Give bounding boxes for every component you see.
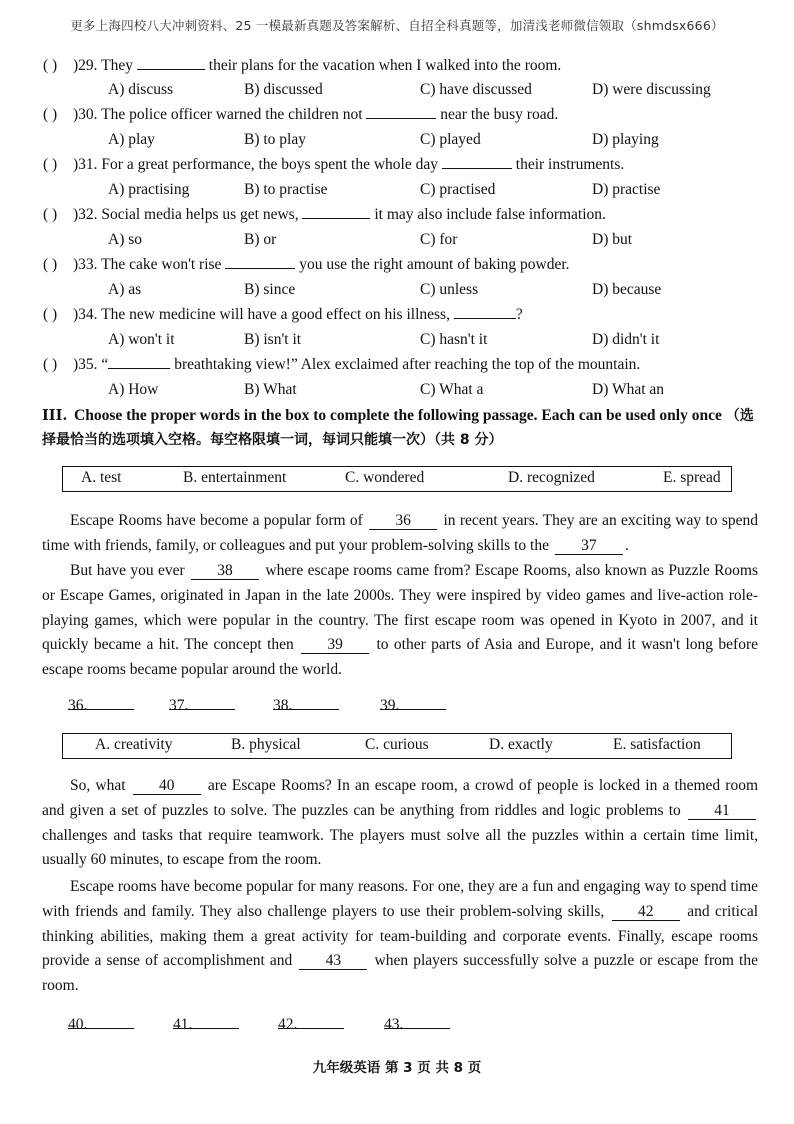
option-a[interactable]: A) won't it [108, 331, 175, 348]
question-number: )31. [73, 156, 102, 173]
answer-bracket[interactable]: ( ) [43, 356, 58, 373]
gap-43[interactable]: 43 [299, 952, 367, 970]
gap-40[interactable]: 40 [133, 777, 201, 795]
question-stem-post: breathtaking view!” Alex exclaimed after reaching the top of the mountain. [174, 356, 641, 373]
word-box-2 [62, 733, 732, 759]
option-a[interactable]: A) discuss [108, 81, 174, 98]
answer-bracket[interactable]: ( ) [43, 106, 58, 123]
word-option: D. recognized [508, 469, 595, 486]
word-option: E. spread [663, 469, 721, 486]
answer-bracket[interactable]: ( ) [43, 206, 58, 223]
question-blank[interactable] [137, 57, 205, 70]
option-a[interactable]: A) as [108, 281, 142, 298]
question-number: )30. [73, 106, 102, 123]
question-stem-pre: For a great performance, the boys spent the whole day [101, 156, 439, 173]
option-b[interactable]: B) to play [244, 131, 306, 148]
question-blank[interactable] [454, 306, 516, 319]
word-option: C. curious [365, 736, 429, 753]
answer-bracket[interactable]: ( ) [43, 306, 58, 323]
question-blank[interactable] [225, 256, 295, 269]
answer-bracket[interactable]: ( ) [43, 156, 58, 173]
option-d[interactable]: D) but [592, 231, 633, 248]
option-b[interactable]: B) to practise [244, 181, 328, 198]
question-stem-pre: They [101, 57, 134, 74]
word-option: C. wondered [345, 469, 425, 486]
word-option: B. entertainment [183, 469, 287, 486]
option-b[interactable]: B) isn't it [244, 331, 302, 348]
question-stem-pre: The new medicine will have a good effect on his illness, [101, 306, 450, 323]
question-number: )34. [73, 306, 102, 323]
gap-41[interactable]: 41 [688, 802, 756, 820]
passage2-paragraph2: Escape rooms have become popular for many reasons. For one, they are a fun and engaging way to spend time with friends and family. They also challenge players to use their problem-solving skills, 42 and critical thinking abilities, making them a great activity for team-building and corporate events. Finally, escape rooms provide a sense of accomplishment and 43 when players successfully solve a puzzle or escape from the room. [42, 878, 759, 995]
option-d[interactable]: D) were discussing [592, 81, 711, 98]
option-a[interactable]: A) practising [108, 181, 190, 198]
option-d[interactable]: D) didn't it [592, 331, 660, 348]
gap-37[interactable]: 37 [555, 537, 623, 555]
question-stem-pre: Social media helps us get news, [101, 206, 299, 223]
word-option: D. exactly [489, 736, 553, 753]
option-d[interactable]: D) because [592, 281, 662, 298]
option-d[interactable]: D) playing [592, 131, 659, 148]
instruction-en: Choose the proper words in the box to complete the following passage. Each can be used only once [74, 407, 722, 424]
question-stem-post: it may also include false information. [374, 206, 606, 223]
word-option: B. physical [231, 736, 301, 753]
question-number: )33. [73, 256, 102, 273]
section-number: III. [42, 407, 68, 424]
instruction-zh: （选择最恰当的选项填入空格。每空格限填一词，每词只能填一次）（共 8 分） [42, 408, 754, 448]
question-stem-post: near the busy road. [440, 106, 559, 123]
question-number: )32. [73, 206, 102, 223]
option-a[interactable]: A) How [108, 381, 159, 398]
question-blank[interactable] [442, 156, 512, 169]
question-stem-post: their plans for the vacation when I walked into the room. [208, 57, 562, 74]
question-number: )29. [73, 57, 102, 74]
option-d[interactable]: D) practise [592, 181, 661, 198]
question-stem-pre: “ [101, 356, 109, 373]
option-b[interactable]: B) since [244, 281, 296, 298]
question-blank[interactable] [302, 206, 370, 219]
promo-header: 更多上海四校八大冲刺资料、25 一模最新真题及答案解析、自招全科真题等，加清浅老师微信领取（shmdsx666） [70, 18, 724, 33]
word-box-1 [62, 466, 732, 492]
gap-42[interactable]: 42 [612, 903, 680, 921]
passage1-paragraph2: But have you ever 38 where escape rooms came from? Escape Rooms, also known as Puzzle Rooms or Escape Games, originated in Japan in the late 2000s. They were inspired by video games and live-action role-playing games, which were popular in the country. The first escape room was opened in Kyoto in 2007, and it quickly became a hit. The concept then 39 to other parts of Asia and Europe, and it wasn't long before escape rooms became popular around the world. [42, 562, 759, 679]
option-c[interactable]: C) have discussed [420, 81, 532, 98]
question-blank[interactable] [366, 106, 436, 119]
option-b[interactable]: B) What [244, 381, 297, 398]
word-option: E. satisfaction [613, 736, 701, 753]
option-a[interactable]: A) so [108, 231, 143, 248]
answer-bracket[interactable]: ( ) [43, 256, 58, 273]
option-d[interactable]: D) What an [592, 381, 665, 398]
question-stem-post: you use the right amount of baking powder. [299, 256, 570, 273]
option-a[interactable]: A) play [108, 131, 155, 148]
option-c[interactable]: C) for [420, 231, 458, 248]
question-blank[interactable] [108, 356, 170, 369]
gap-38[interactable]: 38 [191, 562, 259, 580]
option-c[interactable]: C) played [420, 131, 481, 148]
option-b[interactable]: B) discussed [244, 81, 323, 98]
question-number: )35. [73, 356, 102, 373]
passage1-paragraph1: Escape Rooms have become a popular form of 36 in recent years. They are an exciting way to spend time with friends, family, or colleagues and put your problem-solving skills to the 37 . [42, 512, 758, 554]
passage2-paragraph1: So, what 40 are Escape Rooms? In an escape room, a crowd of people is locked in a themed room and given a set of puzzles to solve. The puzzles can be anything from riddles and logic problems to 41 challenges and tasks that require teamwork. The players must solve all the puzzles within a certain time limit, usually 60 minutes, to escape from the room. [42, 777, 759, 869]
question-stem-post: their instruments. [515, 156, 625, 173]
word-option: A. test [81, 469, 122, 486]
question-stem-pre: The police officer warned the children not [101, 106, 363, 123]
option-b[interactable]: B) or [244, 231, 277, 248]
option-c[interactable]: C) unless [420, 281, 479, 298]
word-option: A. creativity [95, 736, 173, 753]
gap-39[interactable]: 39 [301, 636, 369, 654]
answer-bracket[interactable]: ( ) [43, 57, 58, 74]
page-footer: 九年级英语 第 3 页 共 8 页 [312, 1060, 482, 1076]
option-c[interactable]: C) hasn't it [420, 331, 488, 348]
gap-36[interactable]: 36 [369, 512, 437, 530]
question-stem-pre: The cake won't rise [101, 256, 222, 273]
section-instruction [42, 404, 758, 452]
question-stem-post: ? [515, 306, 523, 323]
option-c[interactable]: C) practised [420, 181, 496, 198]
option-c[interactable]: C) What a [420, 381, 484, 398]
